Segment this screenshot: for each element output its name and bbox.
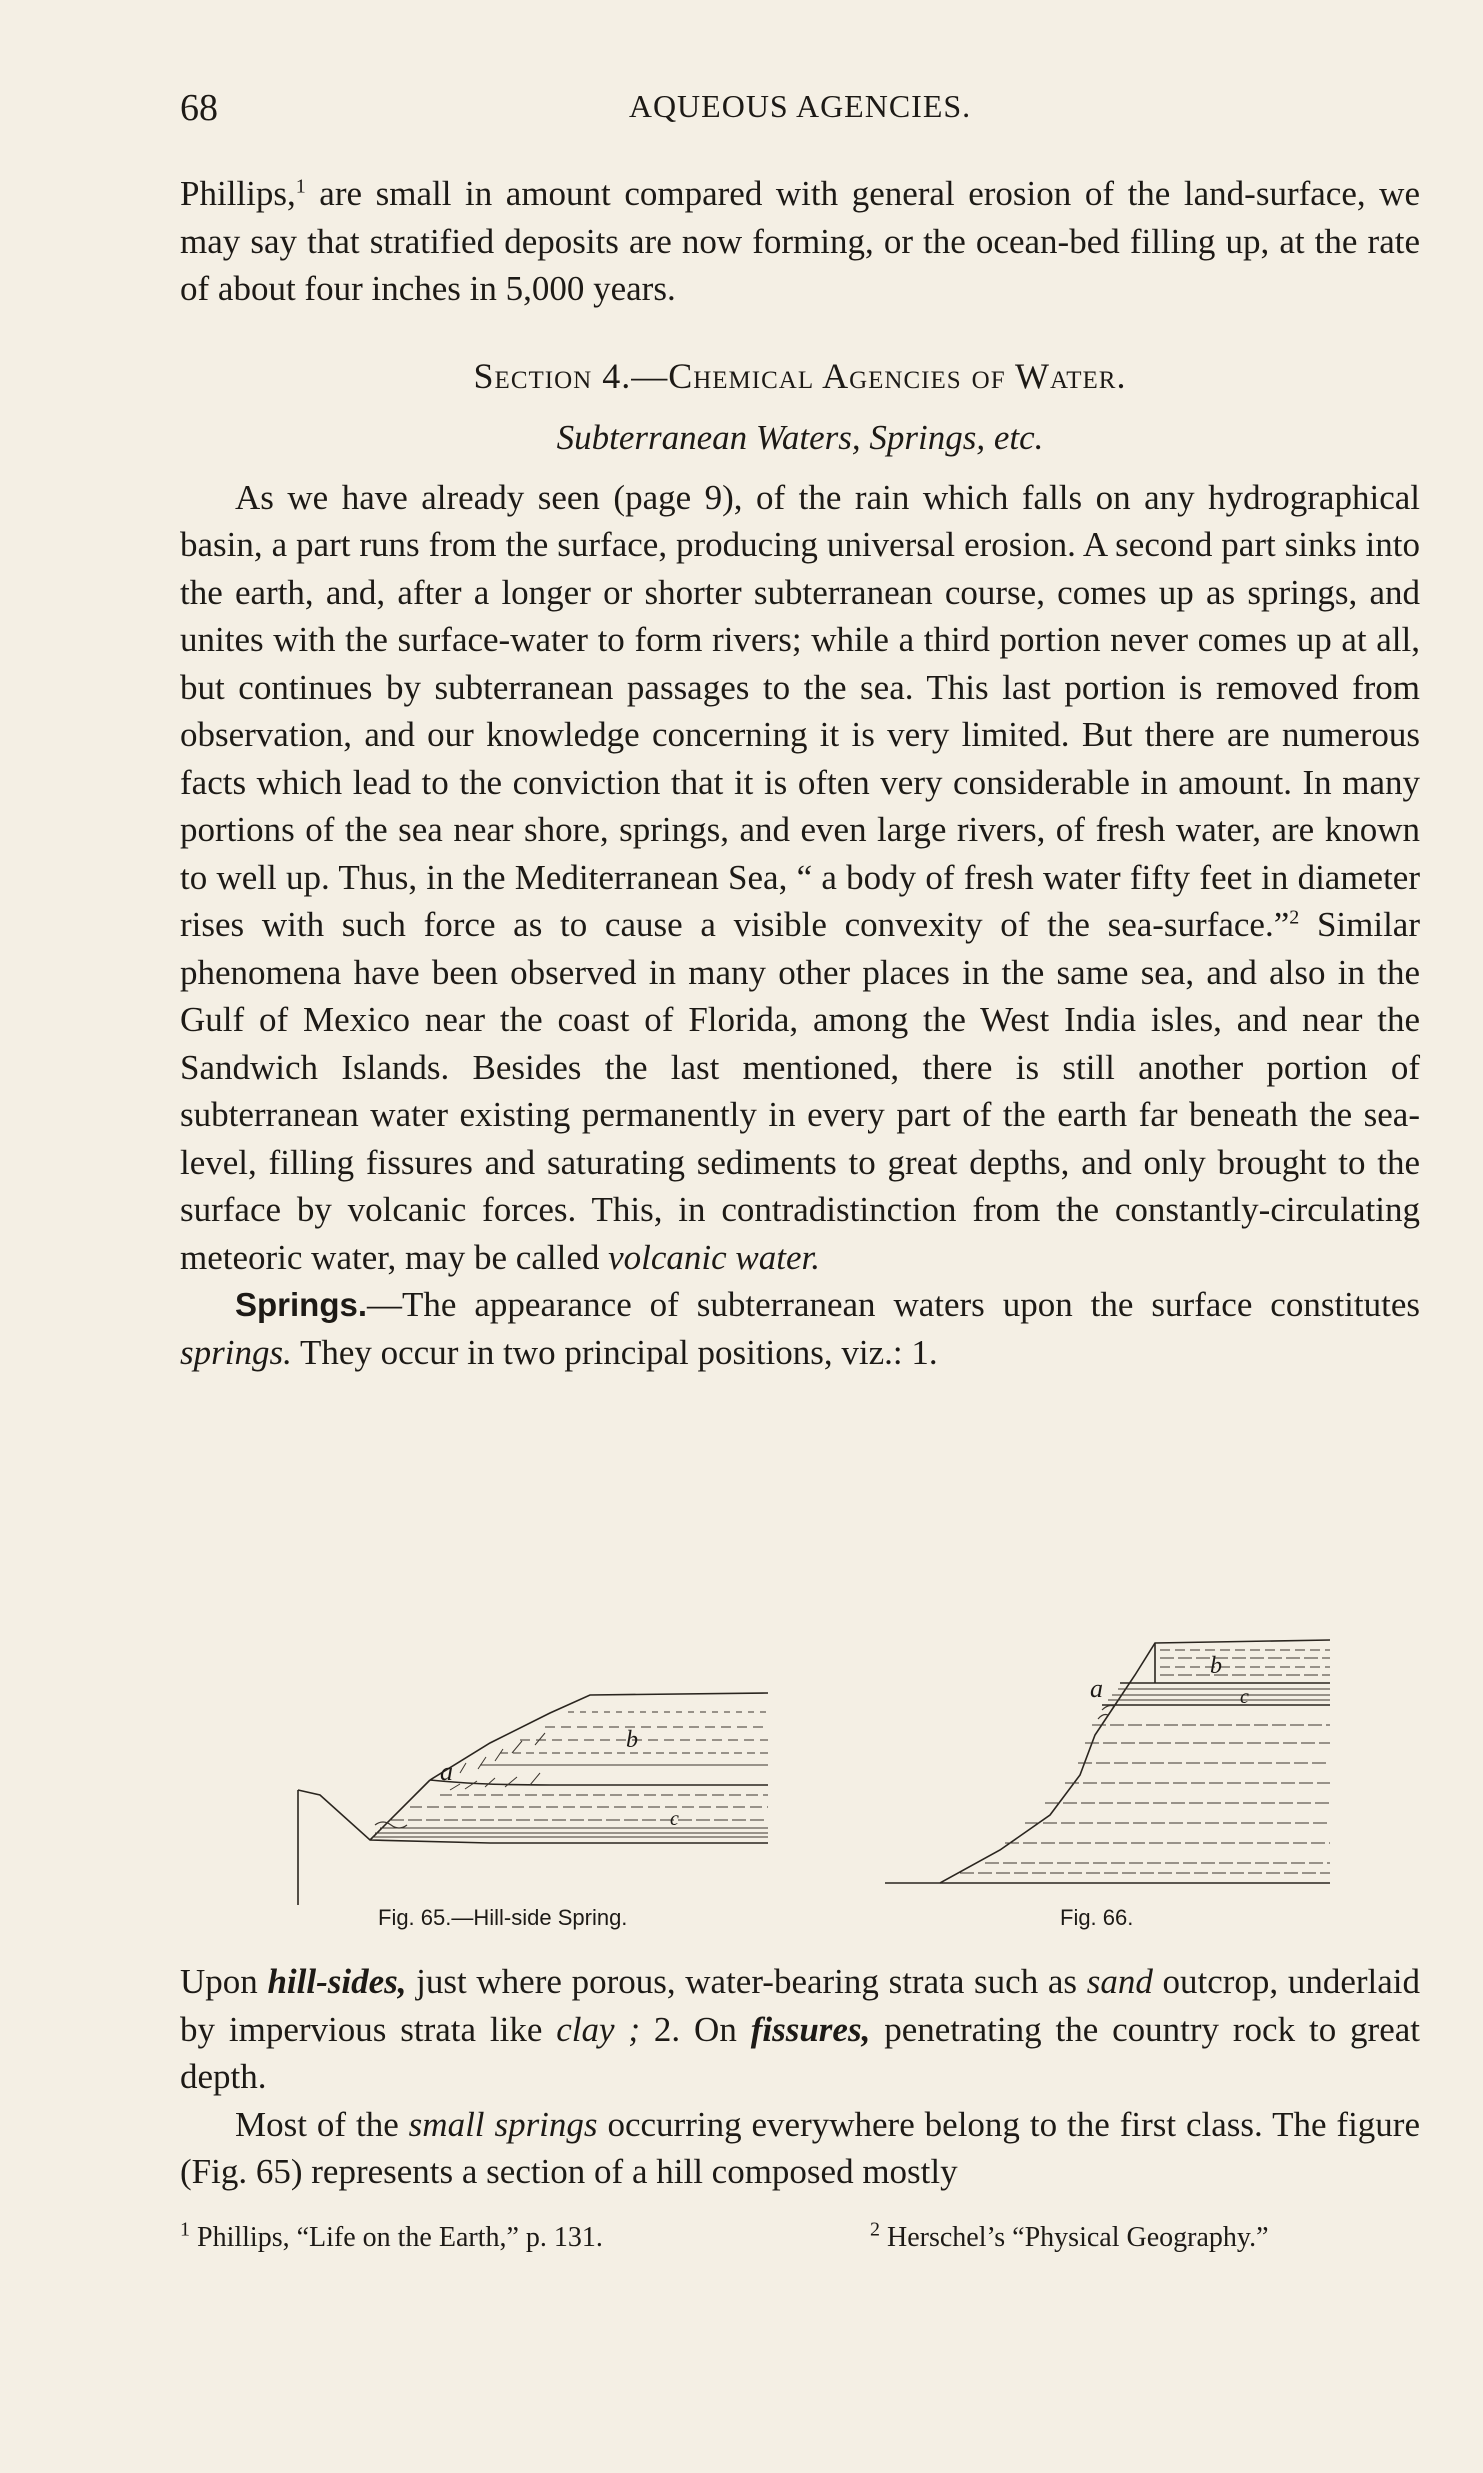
page-number: 68 (180, 87, 218, 129)
section-subheading: Subterranean Waters, Springs, etc. (556, 418, 1044, 457)
fig65-label-a: a (440, 1757, 453, 1786)
figures (290, 1615, 1350, 1935)
fig66-label-a: a (1090, 1674, 1103, 1703)
running-title: AQUEOUS AGENCIES. (628, 88, 972, 124)
footnote-2: $^2$ Herschel’s “Physical Geography.” (870, 2218, 1269, 2253)
hill-side-spring-figure (290, 1665, 770, 1905)
fig65-caption: Fig. 65.—Hill-side Spring. (378, 1905, 628, 1930)
fig66-label-c: c (1240, 1686, 1249, 1708)
section-heading: Section 4.—Chemical Agencies of Water. (473, 355, 1127, 396)
fig65-label-b: b (626, 1727, 638, 1753)
footnote-1: $^1$ Phillips, “Life on the Earth,” p. 131. (180, 2218, 603, 2253)
fig66-caption: Fig. 66. (1060, 1905, 1134, 1930)
text-block-bottom (180, 1958, 1420, 2196)
fig65-label-c: c (670, 1808, 679, 1830)
paragraph-small-springs: Most of the small springs occurring everywhere belong to the first class. The figure (Fig. 65) represents a section of a hill composed mostly (180, 2104, 1420, 2191)
paragraph-subterranean: As we have already seen (page 9), of the rain which falls on any hydrographical basin, a part runs from the surface, producing universal erosion. A second part sinks into the earth, and, after a longer or shorter subterranean course, comes up as springs, and unites with the surface-water to form rivers; while a third portion never comes up at all, but continues by subterranean passages to the sea. This last portion is removed from observation, and our knowledge concerning it is very limited. But there are numerous facts which lead to the conviction that it is often very considerable in amount. In many portions of the sea near shore, springs, and even large rivers, of fresh water, are known to well up. Thus, in the Mediterranean Sea, “ a body of fresh water fifty feet in diameter rises with such force as to cause a visible convexity of the sea-surface.”$^2$ Similar phenomena have been observed in many other places in the same sea, and also in the Gulf of Mexico near the coast of Florida, among the West India isles, and near the Sandwich Islands. Besides the last mentioned, there is still another portion of subterranean water existing permanently in every part of the earth far beneath the sea-level, filling fissures and saturating sediments to great depths, and only brought to the surface by volcanic forces. This, in contradistinction from the constantly-circulating meteoric water, may be called volcanic water. (180, 477, 1420, 1277)
springs-lead: Springs. (235, 1286, 368, 1323)
fissure-spring-figure (880, 1615, 1330, 1900)
footnote-ref-1: 1 (295, 175, 306, 198)
footnote-ref-2: 2 (1289, 906, 1300, 929)
paragraph-hillsides: Upon hill-sides, just where porous, water-bearing strata such as sand outcrop, underlaid by impervious strata like clay ; 2. On fissures, penetrating the country rock to great depth. (180, 1962, 1421, 2096)
fig66-label-b: b (1210, 1653, 1222, 1679)
text-block-top (180, 170, 1420, 1376)
paragraph-springs: Springs.—The appearance of subterranean waters upon the surface constitutes springs. They occur in two principal positions, viz.: 1. (180, 1285, 1420, 1372)
paragraph-continuation: Phillips,$^1$ are small in amount compared with general erosion of the land-surface, we may say that stratified deposits are now forming, or the ocean-bed filling up, at the rate of about four inches in 5,000 years. (180, 174, 1420, 308)
page-header (180, 86, 1420, 146)
